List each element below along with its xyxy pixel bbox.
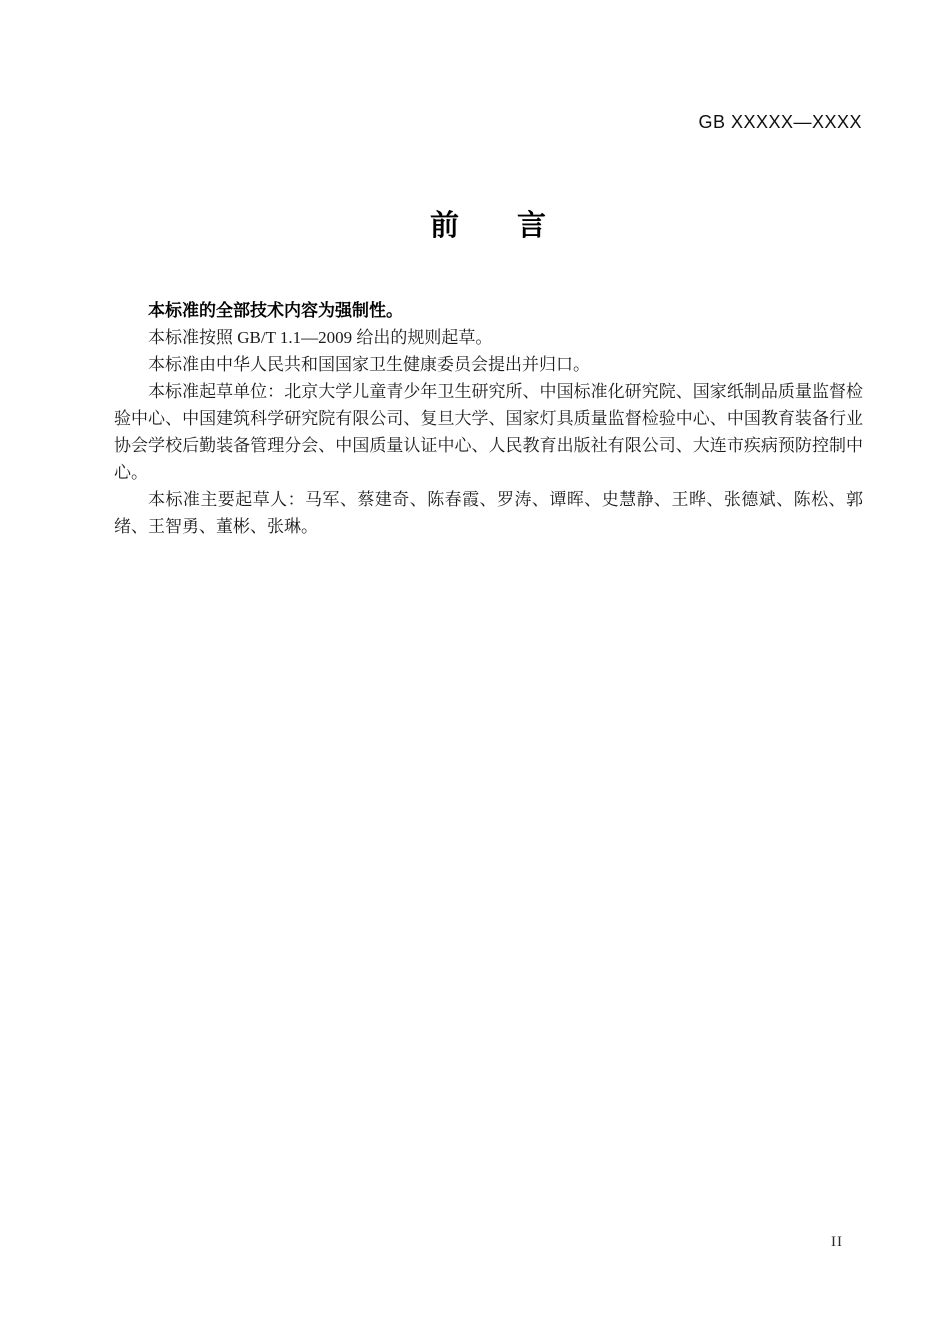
page-footer (114, 1234, 843, 1251)
page-number: II (831, 1234, 843, 1250)
paragraph-drafting-rules: 本标准按照 GB/T 1.1—2009 给出的规则起草。 (148, 328, 493, 347)
page-header (114, 112, 862, 133)
paragraph-proposed-by: 本标准由中华人民共和国国家卫生健康委员会提出并归口。 (148, 355, 590, 374)
document-body (114, 297, 863, 540)
standard-number: GB XXXXX—XXXX (698, 112, 862, 132)
paragraph-main-drafters: 本标准主要起草人：马军、蔡建奇、陈春霞、罗涛、谭晖、史慧静、王晔、张德斌、陈松、郭绪、王智勇、董彬、张琳。 (114, 490, 863, 536)
paragraph-mandatory-note: 本标准的全部技术内容为强制性。 (148, 301, 403, 320)
paragraph-drafting-organizations: 本标准起草单位：北京大学儿童青少年卫生研究所、中国标准化研究院、国家纸制品质量监督检验中心、中国建筑科学研究院有限公司、复旦大学、国家灯具质量监督检验中心、中国教育装备行业协会学校后勤装备管理分会、中国质量认证中心、人民教育出版社有限公司、大连市疾病预防控制中心。 (114, 382, 863, 482)
foreword-title: 前 言 (429, 210, 546, 242)
